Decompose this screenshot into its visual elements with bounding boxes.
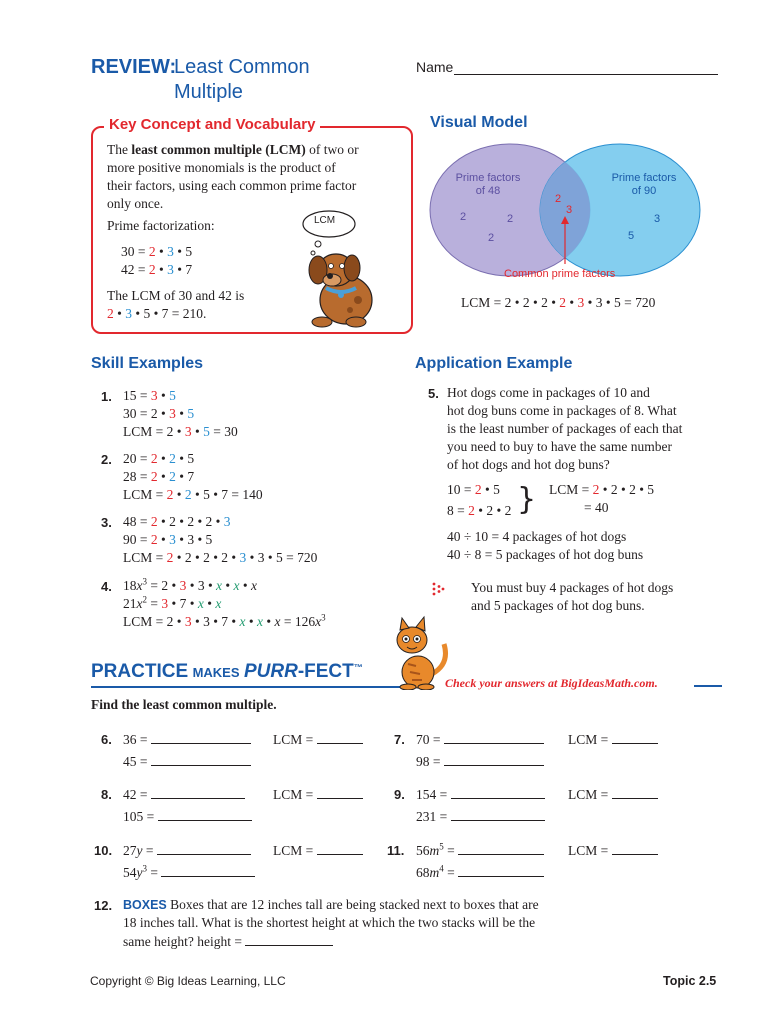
page-title (91, 55, 176, 79)
problem-12-line-1: BOXES Boxes that are 12 inches tall are being stacked next to boxes that are (123, 897, 539, 912)
name-field[interactable] (454, 74, 718, 75)
example-3-line-1: 48 = 2 • 2 • 2 • 2 • 3 (123, 514, 231, 529)
example-number: 1. (101, 389, 112, 404)
answer-line-2: and 5 packages of hot dog buns. (471, 598, 645, 613)
brace: } (517, 482, 537, 517)
practice-instruction: Find the least common multiple. (91, 697, 277, 712)
problem-6-b: 45 = (123, 752, 251, 771)
lcm-blank[interactable] (317, 730, 363, 744)
problem-11-lcm: LCM = (568, 841, 658, 860)
lcm-blank[interactable] (317, 841, 363, 855)
application-line: is the least number of packages of each that (447, 421, 683, 436)
answer-dots-icon (431, 581, 445, 597)
review-label: REVIEW: (91, 56, 177, 78)
answer-blank[interactable] (161, 863, 255, 877)
problem-12-line-3: same height? height = (123, 932, 333, 951)
thought-bubble-text: LCM (314, 215, 336, 226)
factor-10: 10 = 2 • 5 (447, 482, 500, 497)
height-blank[interactable] (245, 932, 333, 946)
common-prime-factors-label: Common prime factors (504, 268, 616, 280)
problem-12-line-2: 18 inches tall. What is the shortest height at which the two stacks will be the (123, 915, 536, 930)
example-4-line-1: $18x^3 = 2$ • 3 • 3 • x • x • x (123, 576, 258, 593)
lcm-term: least common multiple (LCM) (131, 142, 306, 157)
application-line: you need to buy to have the same number (447, 439, 672, 454)
problem-6-lcm: LCM = (273, 730, 363, 749)
example-4-line-3: LCM = 2 • 3 • 3 • 7 • x • x • $x = 126x^3$ (123, 612, 326, 629)
factor-8: 8 = 2 • 2 • 2 (447, 503, 512, 518)
example-1-line-1: 15 = 3 • 5 (123, 388, 176, 403)
problem-6-a: 36 = (123, 730, 251, 749)
application-line: Hot dogs come in packages of 10 and (447, 385, 650, 400)
problem-9-a: 154 = (416, 785, 545, 804)
example-2-line-3: LCM = 2 • 2 • 5 • 7 = 140 (123, 487, 263, 502)
answer-blank[interactable] (151, 785, 245, 799)
venn-right-label: Prime factors of 90 (611, 172, 677, 197)
example-2-line-1: 20 = 2 • 2 • 5 (123, 451, 195, 466)
lcm-blank[interactable] (317, 785, 363, 799)
venn-left-num: 2 (460, 211, 467, 223)
problem-9-b: 231 = (416, 807, 545, 826)
factorization-30: 30 = 2 • 3 • 5 (121, 244, 193, 259)
answer-blank[interactable] (444, 752, 544, 766)
problem-10-a: 27y = (123, 841, 251, 860)
application-line: of hot dogs and hot dog buns? (447, 457, 610, 472)
example-3-line-2: 90 = 2 • 3 • 3 • 5 (123, 532, 213, 547)
application-line: hot dog buns come in packages of 8. What (447, 403, 677, 418)
boxes-label: BOXES (123, 898, 167, 912)
answer-blank[interactable] (151, 730, 251, 744)
example-2-line-2: 28 = 2 • 2 • 7 (123, 469, 195, 484)
name-label: Name (416, 59, 454, 75)
answer-blank[interactable] (451, 807, 545, 821)
cat-illustration (388, 614, 452, 690)
lcm-blank[interactable] (612, 841, 658, 855)
problem-number: 9. (394, 787, 405, 802)
venn-left-num: 2 (507, 213, 514, 225)
venn-right-num: 3 (654, 213, 661, 225)
answer-blank[interactable] (444, 730, 544, 744)
example-number: 2. (101, 452, 112, 467)
answer-blank[interactable] (451, 785, 545, 799)
topic-label: Topic 2.5 (663, 974, 717, 988)
problem-9-lcm: LCM = (568, 785, 658, 804)
problem-number: 6. (101, 732, 112, 747)
application-example-title: Application Example (415, 355, 573, 372)
skill-examples-title: Skill Examples (91, 355, 204, 372)
example-4-line-2: $21x^2 = 3$ • 7 • x • x (123, 594, 222, 611)
prime-factorization-label: Prime factorization: (107, 218, 215, 233)
lcm-blank[interactable] (612, 730, 658, 744)
application-number: 5. (428, 386, 439, 401)
problem-10-lcm: LCM = (273, 841, 363, 860)
example-number: 4. (101, 579, 112, 594)
division-hot-dogs: 40 ÷ 10 = 4 packages of hot dogs (447, 529, 627, 544)
venn-left-label: Prime factors of 48 (455, 172, 521, 197)
example-1-line-3: LCM = 2 • 3 • 5 = 30 (123, 424, 238, 439)
copyright: Copyright © Big Ideas Learning, LLC (90, 974, 286, 988)
definition-line-2: more positive monomials is the product of (107, 160, 336, 175)
venn-common-num: 3 (566, 204, 573, 216)
problem-8-b: 105 = (123, 807, 252, 826)
problem-number: 7. (394, 732, 405, 747)
answer-blank[interactable] (158, 807, 252, 821)
problem-7-lcm: LCM = (568, 730, 658, 749)
venn-lcm-equation: LCM = 2 • 2 • 2 • 2 • 3 • 3 • 5 = 720 (461, 295, 656, 310)
title-line-2: Multiple (174, 81, 243, 103)
venn-diagram (425, 136, 705, 286)
venn-common-num: 2 (555, 193, 562, 205)
problem-number: 8. (101, 787, 112, 802)
check-answers-link[interactable]: Check your answers at BigIdeasMath.com. (445, 676, 658, 690)
answer-line-1: You must buy 4 packages of hot dogs (471, 580, 674, 595)
problem-10-b: $54y^3$ = (123, 863, 255, 882)
problem-number: 10. (94, 843, 113, 858)
example-number: 3. (101, 515, 112, 530)
problem-7-b: 98 = (416, 752, 544, 771)
problem-number: 12. (94, 898, 113, 913)
answer-blank[interactable] (458, 841, 544, 855)
application-lcm: LCM = 2 • 2 • 2 • 5 (549, 482, 655, 497)
dog-illustration (296, 200, 386, 330)
lcm-result: 2 • 3 • 5 • 7 = 210. (107, 306, 207, 321)
example-1-line-2: 30 = 2 • 3 • 5 (123, 406, 195, 421)
division-buns: 40 ÷ 8 = 5 packages of hot dog buns (447, 547, 644, 562)
practice-title: PRACTICE MAKES PURR-FECT™ (91, 661, 363, 682)
practice-rule-left (91, 686, 427, 688)
problem-11-a: $56m^5$ = (416, 841, 544, 860)
visual-model-title: Visual Model (430, 114, 528, 131)
answer-blank[interactable] (458, 863, 544, 877)
key-concept-title: Key Concept and Vocabulary (104, 116, 320, 133)
problem-8-a: 42 = (123, 785, 245, 804)
factorization-42: 42 = 2 • 3 • 7 (121, 262, 193, 277)
answer-blank[interactable] (151, 752, 251, 766)
definition-line-4: only once. (107, 196, 164, 211)
definition-line-1: The least common multiple (LCM) of two or (107, 142, 359, 157)
definition-line-3: their factors, using each common prime factor (107, 178, 357, 193)
lcm-blank[interactable] (612, 785, 658, 799)
title-line-1: Least Common (174, 56, 310, 78)
venn-right-num: 5 (628, 230, 635, 242)
practice-rule-right (694, 685, 722, 687)
application-lcm-value: = 40 (584, 500, 609, 515)
answer-blank[interactable] (157, 841, 251, 855)
problem-number: 11. (387, 843, 405, 858)
problem-8-lcm: LCM = (273, 785, 363, 804)
example-3-line-3: LCM = 2 • 2 • 2 • 2 • 3 • 3 • 5 = 720 (123, 550, 318, 565)
lcm-statement: The LCM of 30 and 42 is (107, 288, 245, 303)
problem-7-a: 70 = (416, 730, 544, 749)
problem-11-b: $68m^4$ = (416, 863, 544, 882)
venn-left-num: 2 (488, 232, 495, 244)
